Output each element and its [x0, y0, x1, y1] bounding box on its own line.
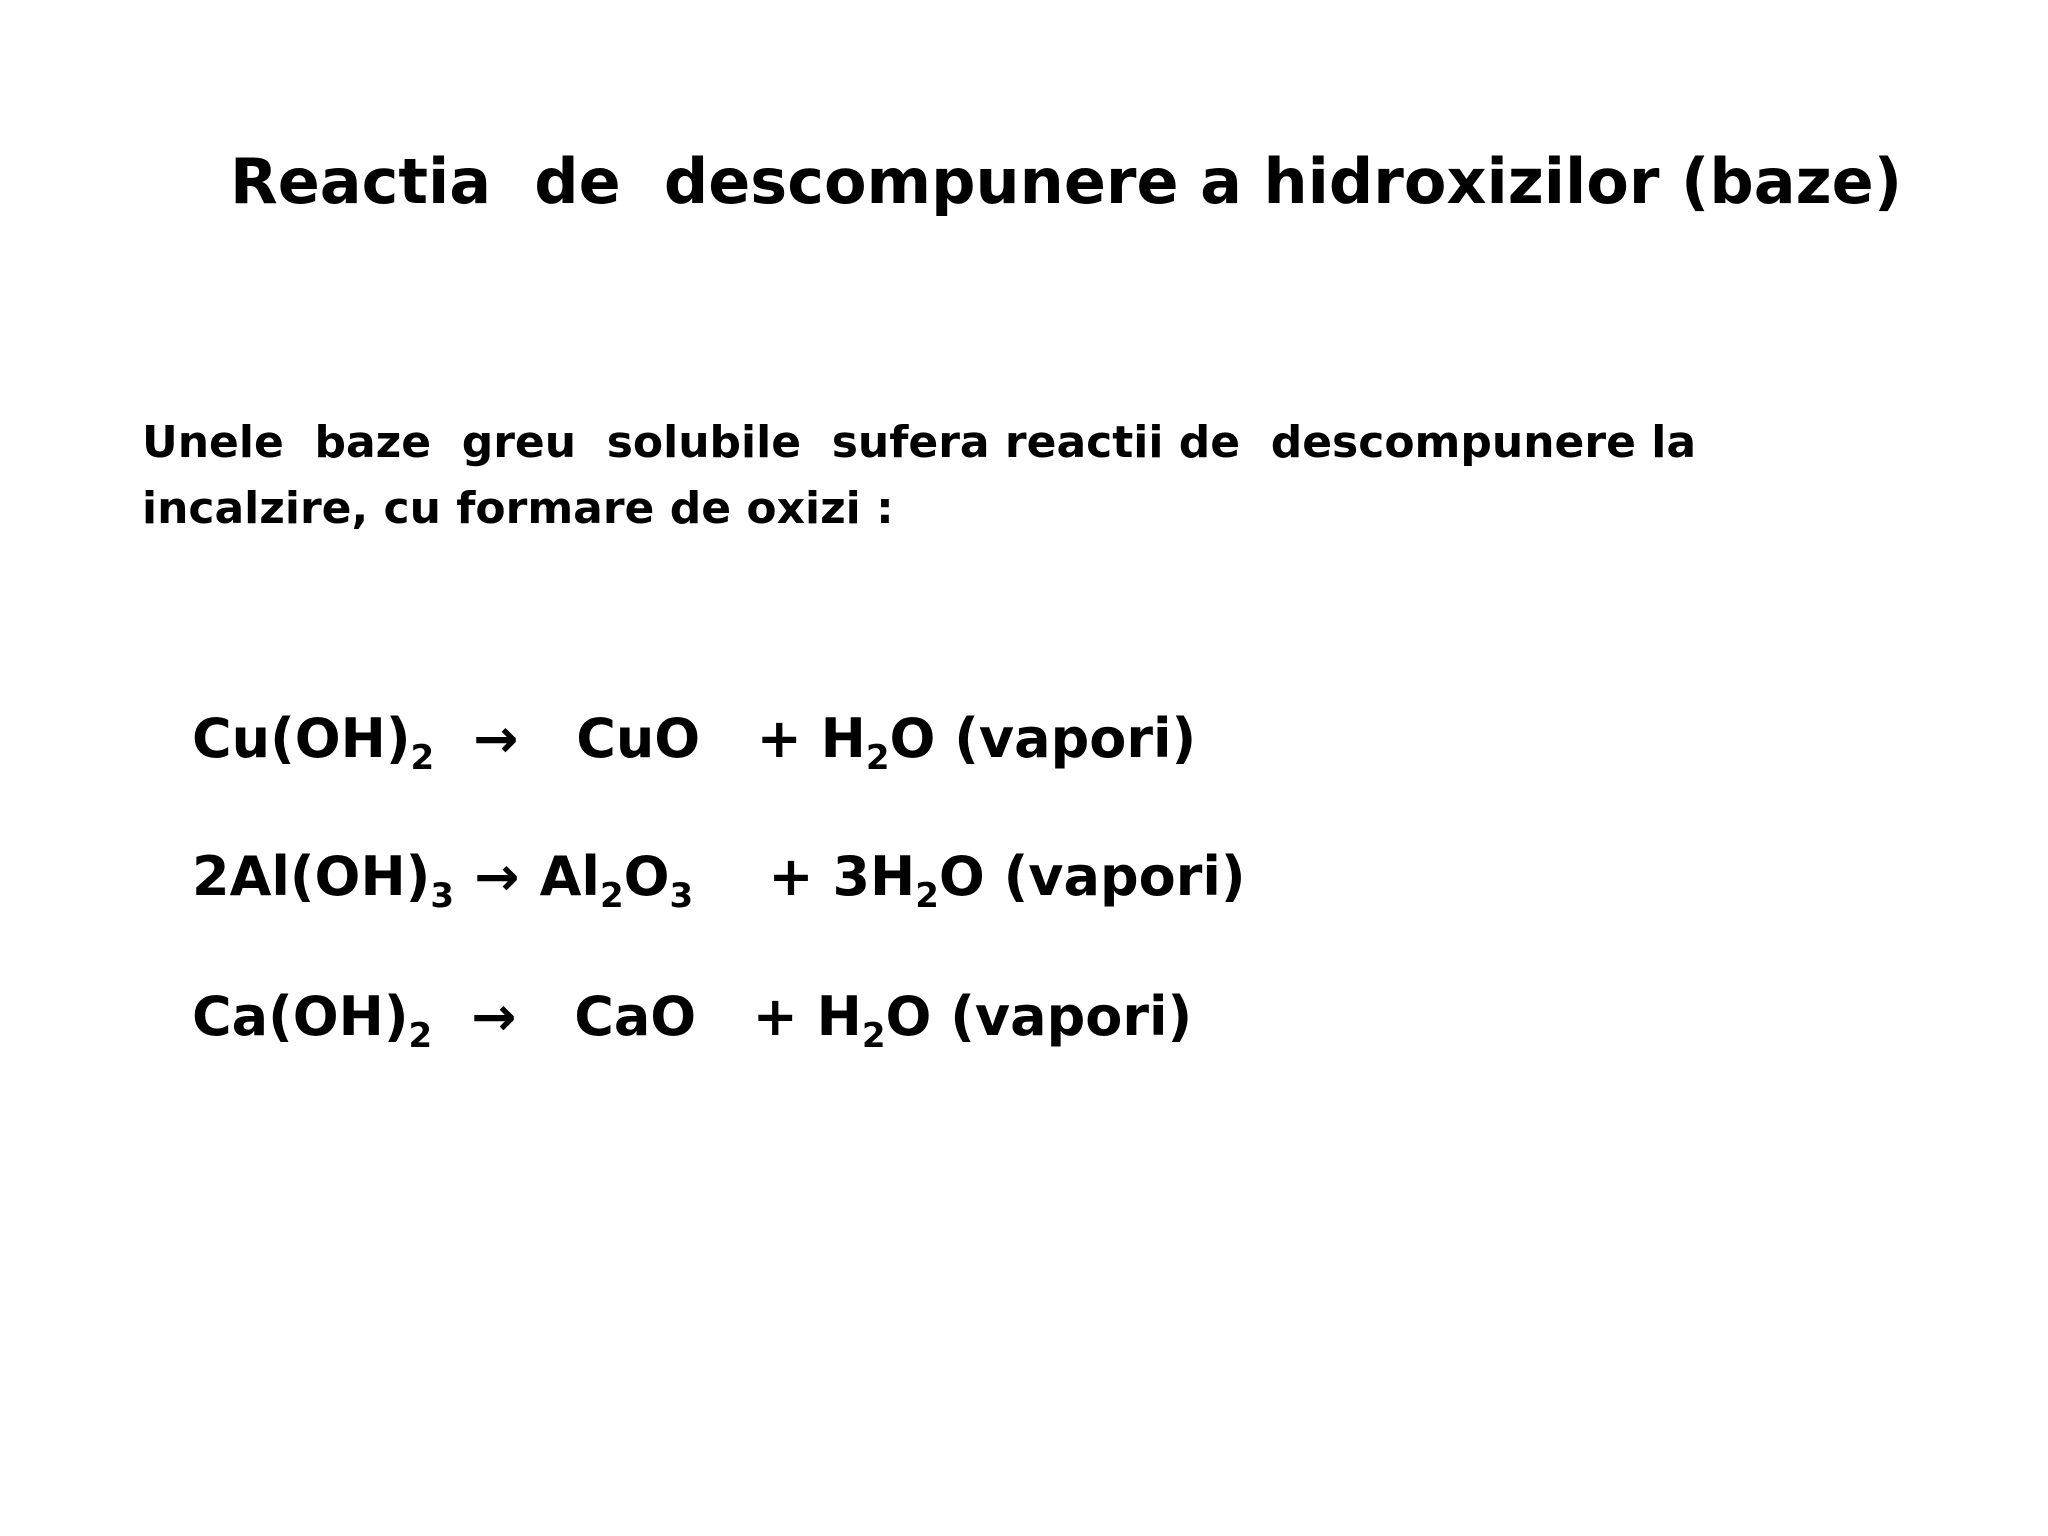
plus-sign: + [768, 845, 814, 908]
product-oxide: CaO [574, 985, 697, 1048]
water-formula-prefix: 3H [832, 845, 916, 908]
intro-line-2: incalzire, cu formare de oxizi : [142, 483, 894, 534]
slide-title: Reactia de descompunere a hidroxizilor (baze) [230, 145, 1903, 218]
reactant-subscript: 2 [410, 738, 435, 778]
intro-paragraph [142, 410, 1802, 542]
water-subscript: 2 [861, 1016, 886, 1056]
reactant [192, 707, 435, 778]
reaction-arrow-icon: → [471, 985, 517, 1048]
reactant [192, 985, 433, 1056]
reactant [192, 845, 455, 916]
reactant-subscript: 2 [408, 1016, 433, 1056]
water-subscript: 2 [915, 876, 939, 916]
reaction-arrow-icon: → [473, 707, 519, 770]
water-formula-prefix: H [816, 985, 862, 1048]
oxide-formula-mid: O [623, 845, 670, 908]
product-water [832, 845, 1246, 916]
reaction-calcium-hydroxide [192, 985, 1193, 1056]
reactant-subscript: 3 [430, 876, 455, 916]
product-oxide [539, 845, 694, 916]
product-oxide: CuO [576, 707, 701, 770]
product-water [820, 707, 1197, 778]
water-formula-prefix: H [820, 707, 866, 770]
intro-line-1: Unele baze greu solubile sufera reactii de descompunere la [142, 417, 1697, 468]
water-formula-suffix: O (vapori) [938, 845, 1246, 908]
water-formula-suffix: O (vapori) [885, 985, 1193, 1048]
reactant-formula: Cu(OH) [192, 707, 411, 770]
plus-sign: + [752, 985, 798, 1048]
product-water [816, 985, 1193, 1056]
reactant-formula: 2Al(OH) [192, 845, 431, 908]
oxide-formula-prefix: Al [539, 845, 600, 908]
oxide-subscript-1: 2 [599, 876, 624, 916]
oxide-subscript-2: 3 [669, 876, 694, 916]
water-formula-suffix: O (vapori) [889, 707, 1197, 770]
plus-sign: + [756, 707, 802, 770]
reactant-formula: Ca(OH) [192, 985, 409, 1048]
reaction-arrow-icon: → [474, 845, 520, 908]
water-subscript: 2 [865, 738, 890, 778]
reaction-aluminium-hydroxide [192, 845, 1246, 916]
reaction-copper-hydroxide [192, 707, 1197, 778]
